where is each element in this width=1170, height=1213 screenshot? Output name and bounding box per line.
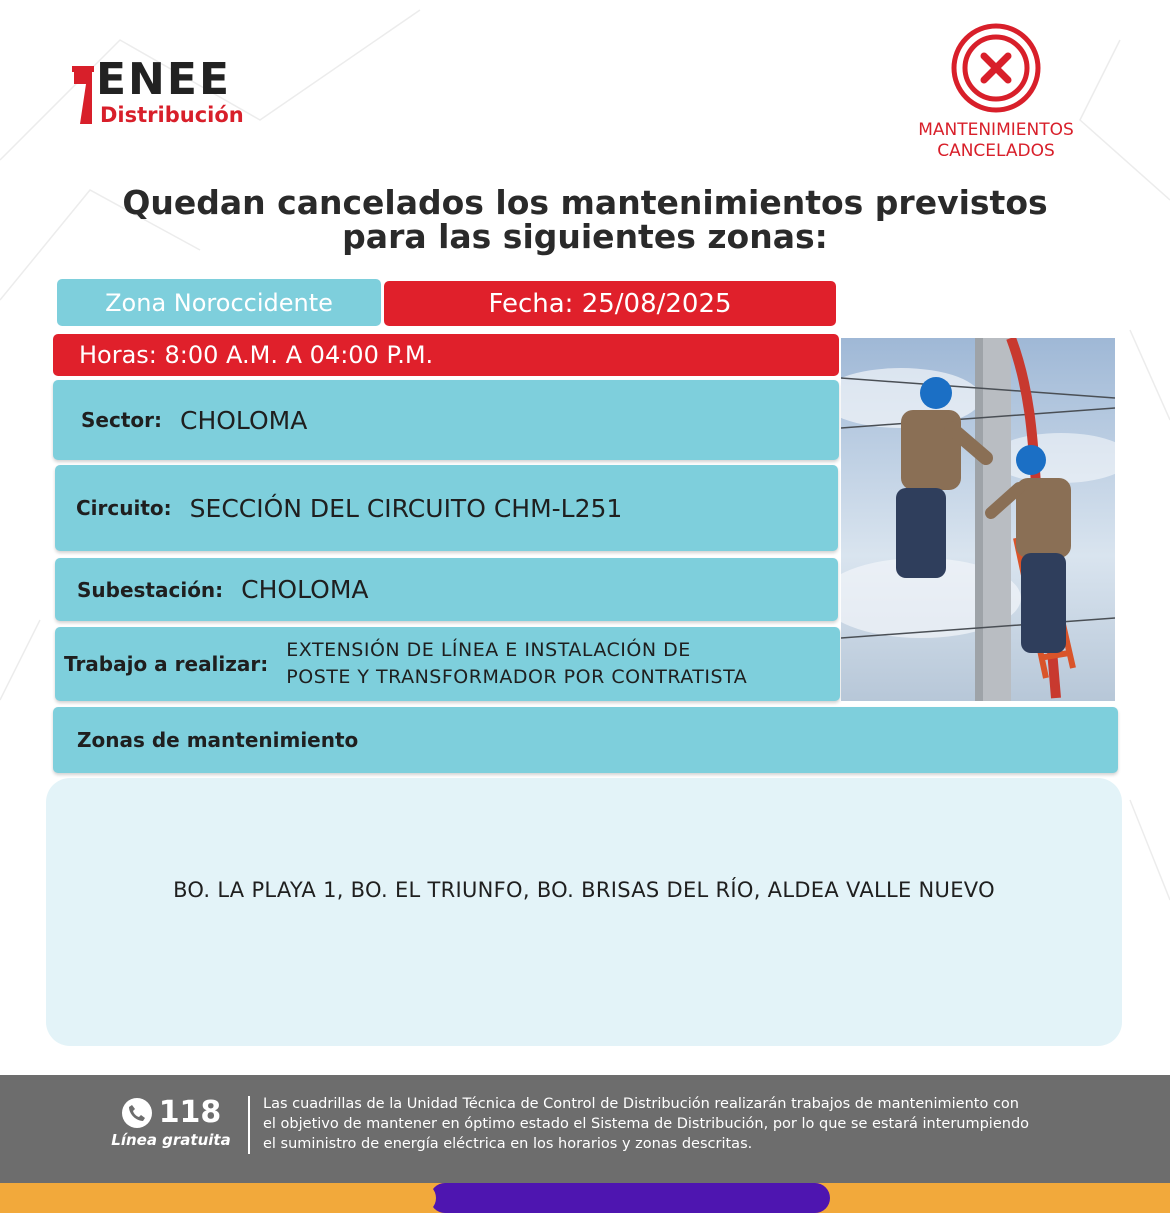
bottom-bar-orange-left <box>0 1183 436 1213</box>
brand-subtitle: Distribución <box>100 103 244 127</box>
substation-value: CHOLOMA <box>241 575 369 604</box>
hotline-label: Línea gratuita <box>111 1131 231 1149</box>
phone-icon <box>121 1097 153 1129</box>
work-value-line2: POSTE Y TRANSFORMADOR POR CONTRATISTA <box>286 666 748 688</box>
substation-label: Subestación: <box>77 577 224 602</box>
disclaimer-line2: el objetivo de mantener en óptimo estado el Sistema de Distribución, por lo que se estará interumpiendo <box>263 1116 1030 1132</box>
sector-row <box>53 380 839 460</box>
zones-header-row <box>53 707 1118 773</box>
sector-value: CHOLOMA <box>180 405 308 435</box>
work-row <box>55 627 840 701</box>
sector-label: Sector: <box>81 408 162 432</box>
hotline-number: 118 <box>158 1095 222 1130</box>
zones-list: BO. LA PLAYA 1, BO. EL TRIUNFO, BO. BRISAS DEL RÍO, ALDEA VALLE NUEVO <box>173 878 995 902</box>
cancelled-badge <box>900 22 1092 162</box>
brand-name: ENEE <box>96 54 231 105</box>
logo-mark-icon <box>72 64 94 126</box>
zones-list-box <box>46 778 1122 1046</box>
substation-row <box>55 558 838 621</box>
x-circle-icon <box>950 22 1042 114</box>
disclaimer-line3: el suministro de energía eléctrica en los horarios y zonas descritas. <box>263 1136 753 1152</box>
work-value <box>286 637 747 691</box>
zones-label: Zonas de mantenimiento <box>77 728 359 752</box>
work-label: Trabajo a realizar: <box>64 652 269 676</box>
disclaimer-line1: Las cuadrillas de la Unidad Técnica de Control de Distribución realizarán trabajos de mantenimiento con <box>263 1096 1019 1112</box>
footer-divider <box>248 1096 250 1154</box>
footer-disclaimer <box>263 1094 1123 1154</box>
hotline <box>106 1095 236 1149</box>
work-value-line1: EXTENSIÓN DE LÍNEA E INSTALACIÓN DE <box>286 639 691 661</box>
enee-logo <box>72 54 302 132</box>
headline-line1: Quedan cancelados los mantenimientos previstos <box>122 183 1048 222</box>
circuit-value: SECCIÓN DEL CIRCUITO CHM-L251 <box>189 493 623 523</box>
circuit-label: Circuito: <box>76 496 172 520</box>
zone-label: Zona Noroccidente <box>57 279 381 326</box>
circuit-row <box>55 465 838 551</box>
badge-line2: CANCELADOS <box>937 141 1055 161</box>
hours-label: Horas: 8:00 A.M. A 04:00 P.M. <box>53 334 839 376</box>
page-title <box>40 183 1130 256</box>
linemen-photo <box>841 338 1115 701</box>
bottom-bar-purple <box>430 1183 830 1213</box>
badge-line1: MANTENIMIENTOS <box>918 120 1074 140</box>
headline-line2: para las siguientes zonas: <box>342 217 828 256</box>
date-label: Fecha: 25/08/2025 <box>384 281 836 326</box>
